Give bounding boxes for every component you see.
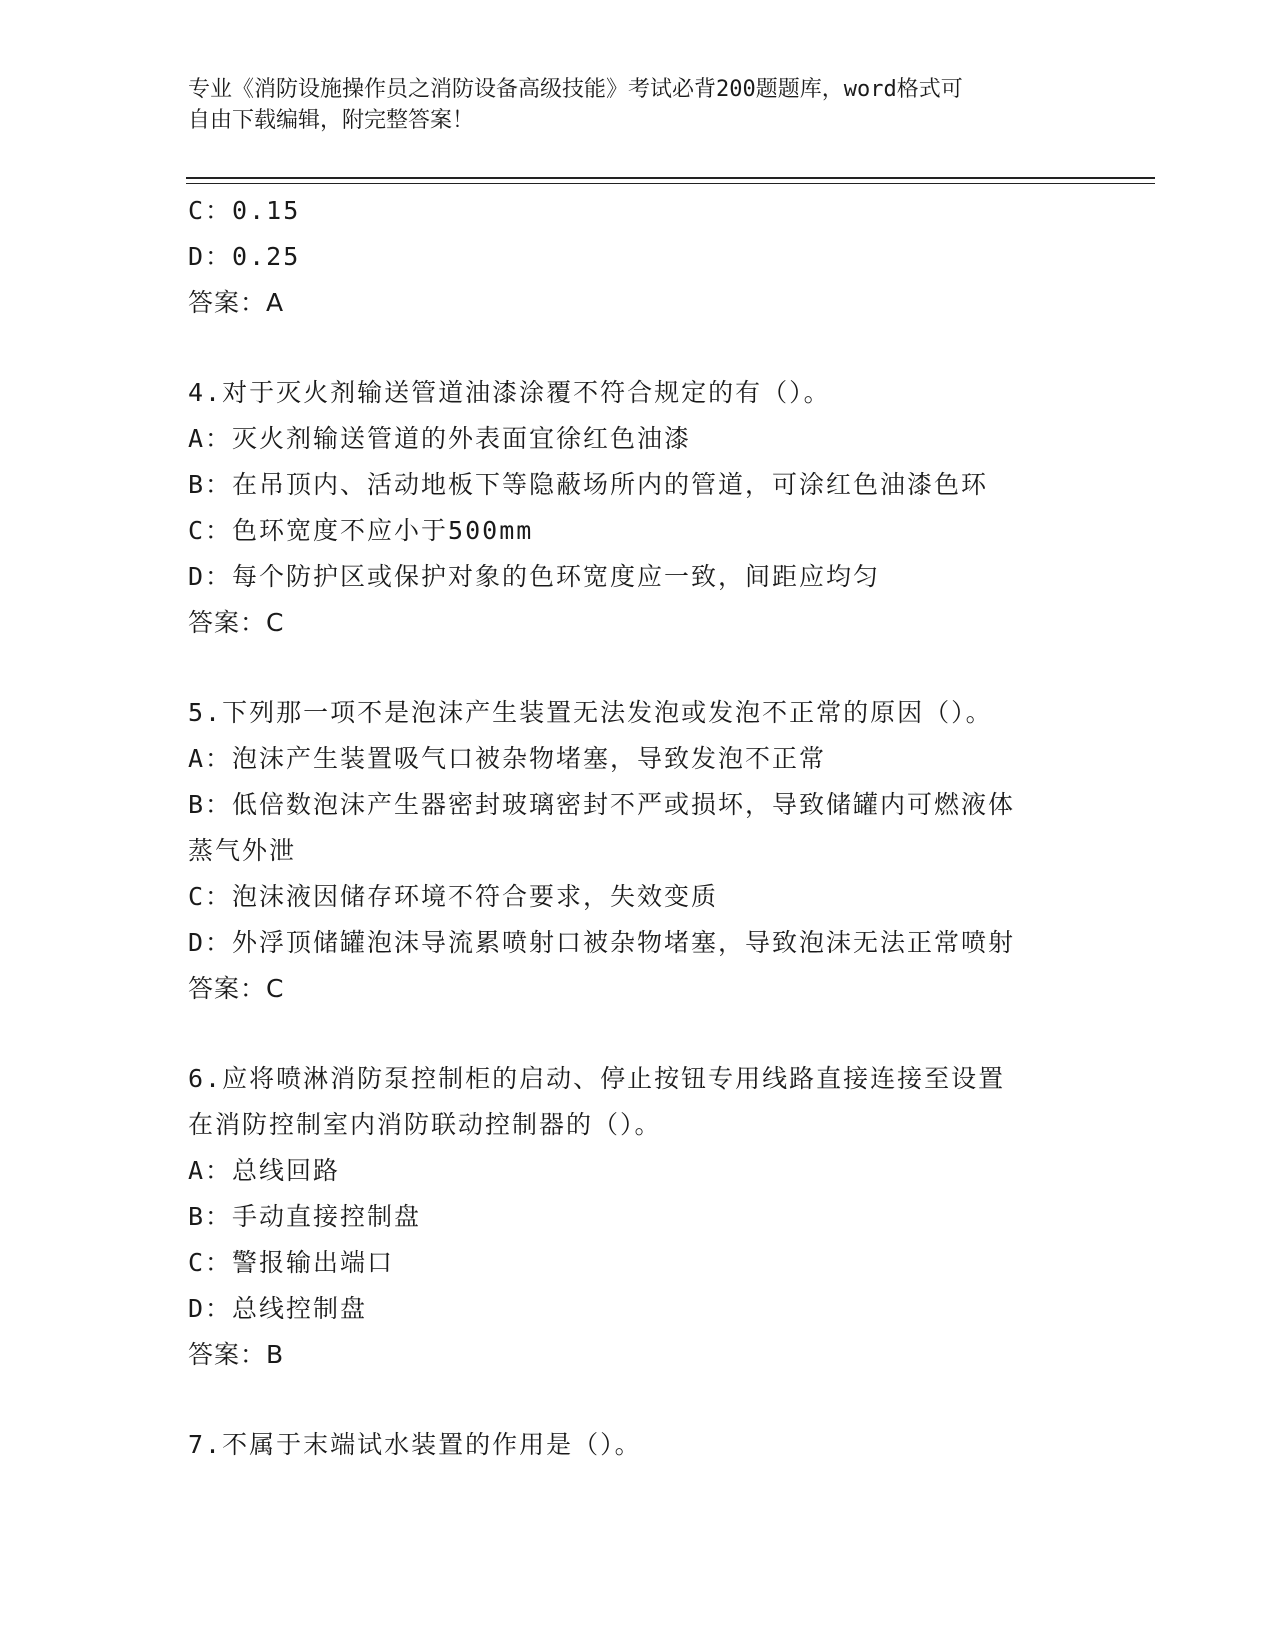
- answer: 答案：C: [188, 608, 285, 637]
- option-d: D：总线控制盘: [188, 1294, 368, 1323]
- option-c: C：警报输出端口: [188, 1248, 395, 1277]
- option-c: C：泡沫液因储存环境不符合要求，失效变质: [188, 882, 719, 911]
- header-divider-thin: [186, 183, 1155, 184]
- question-stem-line-1: 6.应将喷淋消防泵控制柜的启动、停止按钮专用线路直接连接至设置: [188, 1064, 1006, 1093]
- option-b-line-2: 蒸气外泄: [188, 836, 297, 865]
- option-a: A：泡沫产生装置吸气口被杂物堵塞，导致发泡不正常: [188, 744, 827, 773]
- answer: 答案：B: [188, 1340, 285, 1369]
- header-divider-thick: [186, 177, 1155, 179]
- option-a: A：总线回路: [188, 1156, 341, 1185]
- option-c: C：色环宽度不应小于500mm: [188, 516, 534, 545]
- question-5: [188, 690, 1148, 1012]
- header-line-1: 专业《消防设施操作员之消防设备高级技能》考试必背200题题库，word格式可: [188, 77, 963, 102]
- option-b-line-1: B：低倍数泡沫产生器密封玻璃密封不严或损坏，导致储罐内可燃液体: [188, 790, 1016, 819]
- question-content: [188, 188, 1148, 1468]
- option-d: D：每个防护区或保护对象的色环宽度应一致，间距应均匀: [188, 562, 881, 591]
- question-4: [188, 370, 1148, 646]
- option-c: C：0.15: [188, 196, 301, 225]
- question-6: [188, 1056, 1148, 1378]
- option-d: D：0.25: [188, 242, 301, 271]
- page-header: [188, 74, 1088, 136]
- option-b: B：在吊顶内、活动地板下等隐蔽场所内的管道，可涂红色油漆色环: [188, 470, 989, 499]
- header-line-2: 自由下载编辑，附完整答案！: [188, 108, 475, 133]
- question-stem: 7.不属于末端试水装置的作用是（）。: [188, 1430, 642, 1459]
- option-a: A：灭火剂输送管道的外表面宜徐红色油漆: [188, 424, 692, 453]
- answer: 答案：A: [188, 288, 285, 317]
- answer: 答案：C: [188, 974, 285, 1003]
- question-7: [188, 1422, 1148, 1468]
- question-3-tail: [188, 188, 1148, 326]
- question-stem: 5.下列那一项不是泡沫产生装置无法发泡或发泡不正常的原因（）。: [188, 698, 993, 727]
- question-stem: 4.对于灭火剂输送管道油漆涂覆不符合规定的有（）。: [188, 378, 831, 407]
- question-stem-line-2: 在消防控制室内消防联动控制器的（）。: [188, 1110, 662, 1139]
- option-d: D：外浮顶储罐泡沫导流累喷射口被杂物堵塞，导致泡沫无法正常喷射: [188, 928, 1016, 957]
- option-b: B：手动直接控制盘: [188, 1202, 422, 1231]
